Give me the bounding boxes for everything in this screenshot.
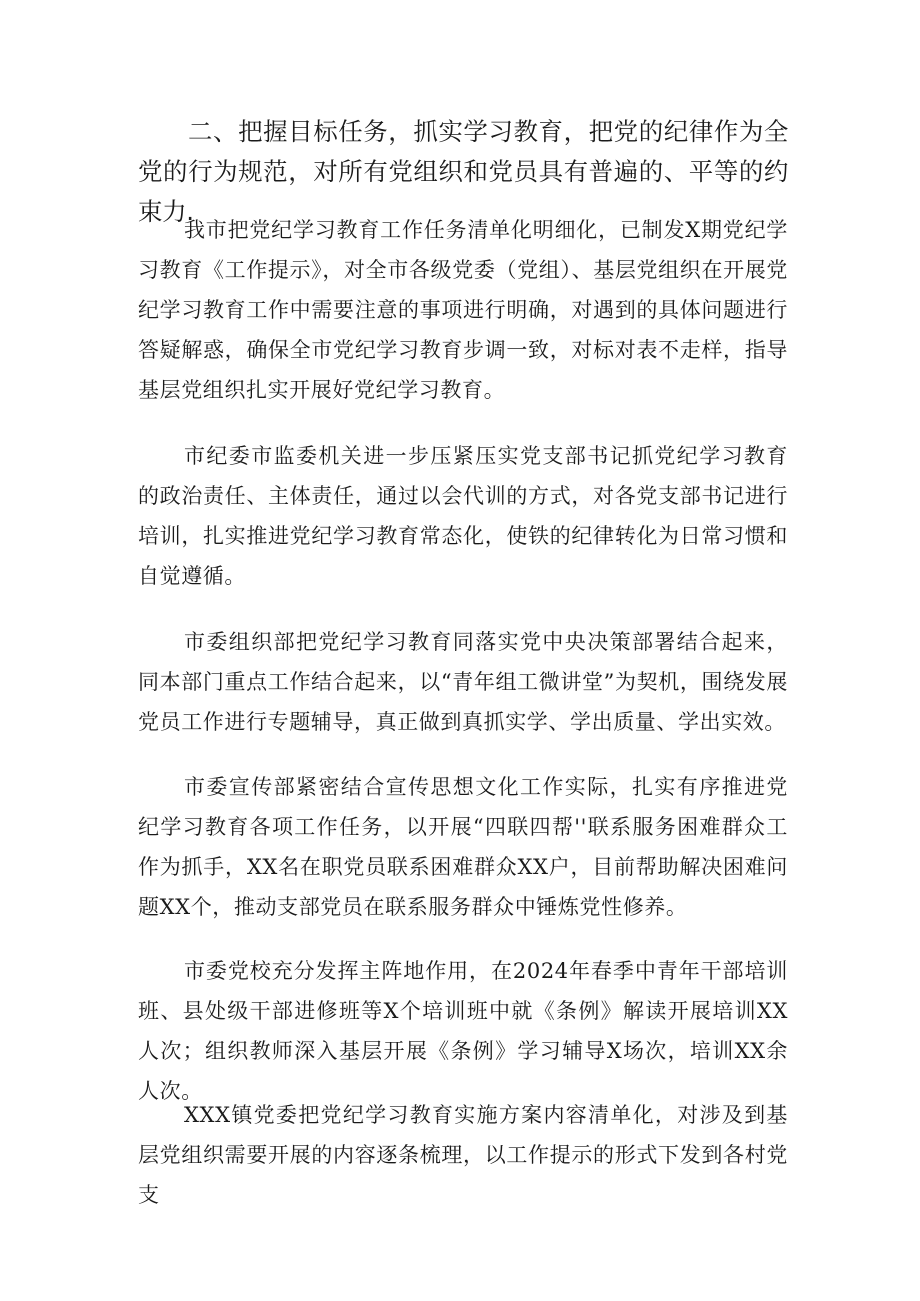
paragraph-organization-department: 市委组织部把党纪学习教育同落实党中央决策部署结合起来，同本部门重点工作结合起来，以“青年组工微讲堂”为契机，围绕发展党员工作进行专题辅导，真正做到真抓实学、学出质量、学出实效。 — [138, 630, 788, 734]
paragraph-party-school: 市委党校充分发挥主阵地作用，在2024年春季中青年干部培训班、县处级干部进修班等X个培训班中就《条例》解读开展培训XX人次；组织教师深入基层开展《条例》学习辅导X场次，培训XX余人次。 — [138, 959, 788, 1103]
paragraph-task-checklist: 我市把党纪学习教育工作任务清单化明细化，已制发X期党纪学习教育《工作提示》，对全市各级党委（党组）、基层党组织在开展党纪学习教育工作中需要注意的事项进行明确，对遇到的具体问题进行答疑解惑，确保全市党纪学习教育步调一致，对标对表不走样，指导基层党组织扎实开展好党纪学习教育。 — [138, 218, 788, 402]
section-heading: 二、把握目标任务，抓实学习教育，把党的纪律作为全党的行为规范，对所有党组织和党员具有普遍的、平等的约束力. — [138, 117, 788, 226]
paragraph-publicity-department: 市委宣传部紧密结合宣传思想文化工作实际，扎实有序推进党纪学习教育各项工作任务，以开展“四联四帮''联系服务困难群众工作为抓手，XX名在职党员联系困难群众XX户，目前帮助解决困难问题XX个，推动支部党员在联系服务群众中锤炼党性修养。 — [138, 775, 788, 919]
paragraph-town-committee: XXX镇党委把党纪学习教育实施方案内容清单化，对涉及到基层党组织需要开展的内容逐条梳理，以工作提示的形式下发到各村党支 — [138, 1103, 788, 1207]
paragraph-discipline-commission: 市纪委市监委机关进一步压紧压实党支部书记抓党纪学习教育的政治责任、主体责任，通过以会代训的方式，对各党支部书记进行培训，扎实推进党纪学习教育常态化，使铁的纪律转化为日常习惯和自觉遵循。 — [138, 444, 788, 588]
